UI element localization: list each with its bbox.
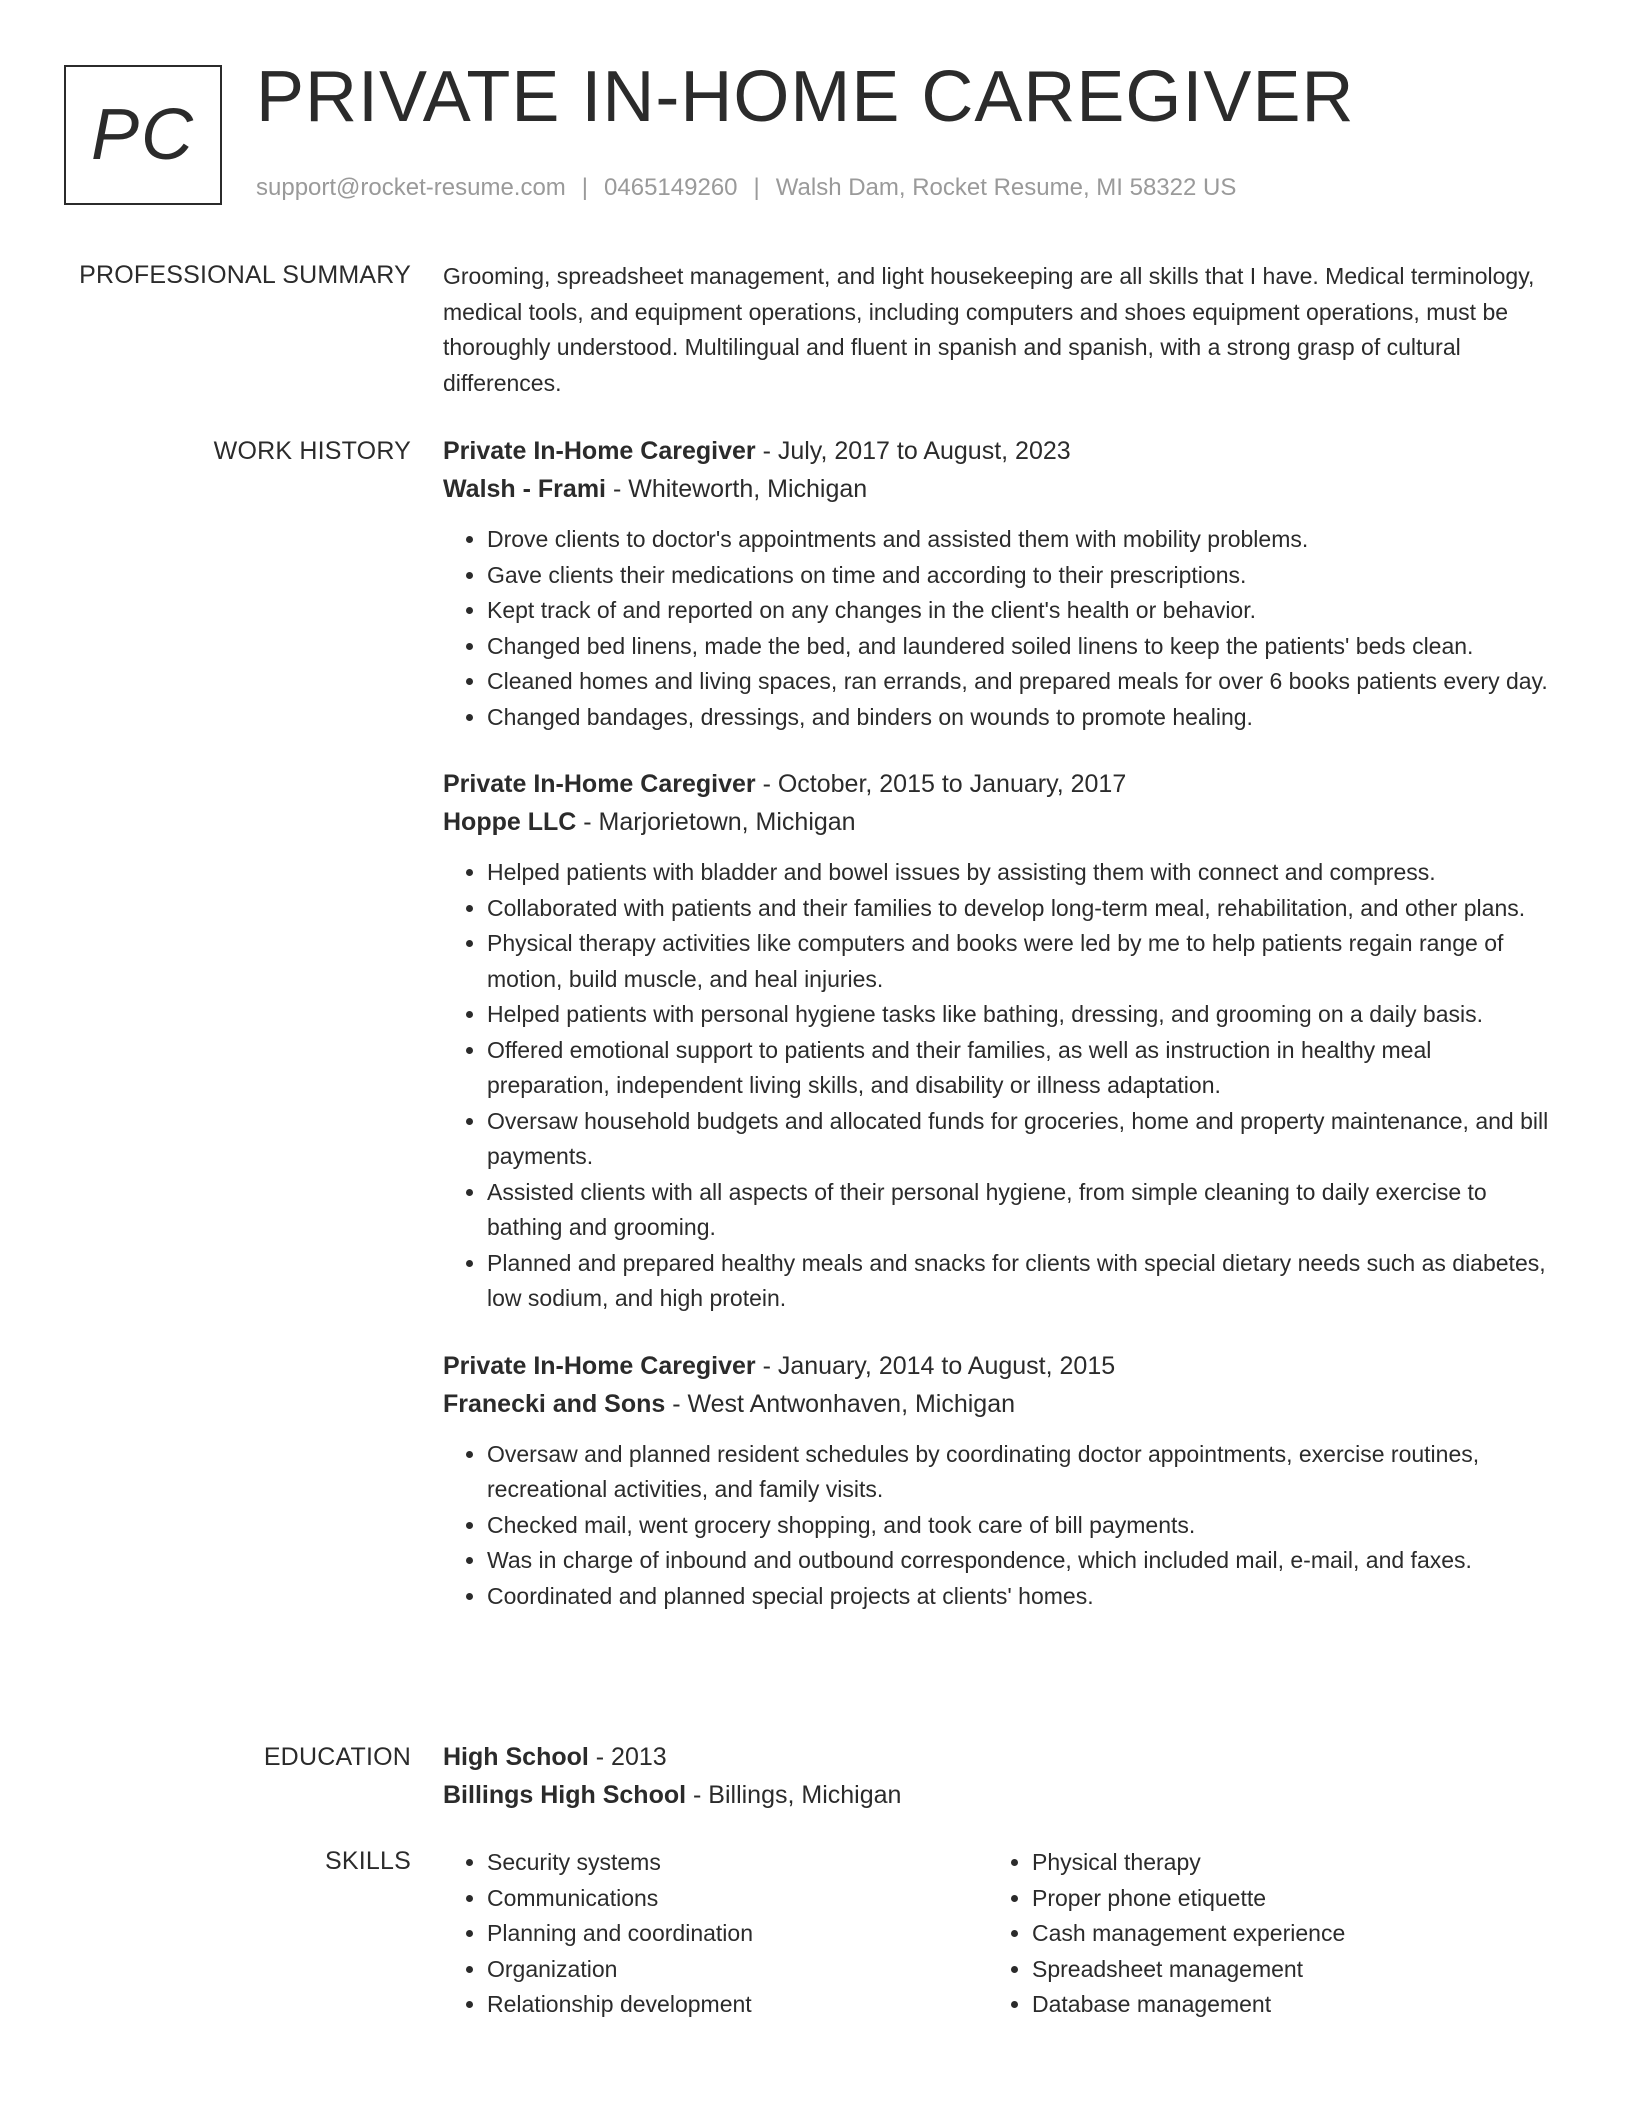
job-role: Private In-Home Caregiver <box>443 770 756 798</box>
education-degree-line <box>443 1738 1553 1776</box>
job-duty-item: • Kept track of and reported on any changes in the client's health or behavior. <box>487 593 1553 629</box>
job-location: - West Antwonhaven, Michigan <box>665 1389 1016 1418</box>
education-location: - Billings, Michigan <box>686 1781 902 1809</box>
job-duty-item: • Oversaw household budgets and allocated funds for groceries, home and property maintenance, and bill payments. <box>487 1104 1553 1175</box>
job-duty-item: • Checked mail, went grocery shopping, and took care of bill payments. <box>487 1508 1553 1544</box>
job-duty-item: • Cleaned homes and living spaces, ran errands, and prepared meals for over 6 books patients every day. <box>487 664 1553 700</box>
skills-column-left <box>443 1845 988 2023</box>
job-duties <box>443 1437 1553 1615</box>
job-company-line <box>443 803 1553 841</box>
contact-email: support@rocket-resume.com <box>256 174 566 201</box>
job-duties <box>443 855 1553 1317</box>
job-duty-item: • Offered emotional support to patients and their families, as well as instruction in healthy meal preparation, independent living skills, and disability or illness adaptation. <box>487 1033 1553 1104</box>
summary-heading: PROFESSIONAL SUMMARY <box>79 261 411 289</box>
skill-item: • Organization <box>487 1952 988 1988</box>
skill-item: • Security systems <box>487 1845 988 1881</box>
job-dates: - July, 2017 to August, 2023 <box>755 437 1071 465</box>
skill-item: • Relationship development <box>487 1987 988 2023</box>
job-duty-item: • Coordinated and planned special projects at clients' homes. <box>487 1579 1553 1615</box>
job-dates: - January, 2014 to August, 2015 <box>755 1351 1116 1380</box>
job-dates: - October, 2015 to January, 2017 <box>755 770 1127 798</box>
job-company-line <box>443 1385 1553 1423</box>
education-school-line <box>443 1776 1553 1814</box>
skill-item: • Physical therapy <box>1032 1845 1533 1881</box>
skills-column-right <box>988 1845 1533 2023</box>
education-year: - 2013 <box>588 1743 667 1771</box>
job-title-line <box>443 1347 1553 1385</box>
job-entry <box>443 765 1553 1317</box>
education-heading: EDUCATION <box>263 1743 411 1771</box>
job-duty-item: • Changed bed linens, made the bed, and laundered soiled linens to keep the patients' beds clean. <box>487 629 1553 665</box>
job-entry <box>443 432 1553 735</box>
work-history-list <box>443 432 1553 1644</box>
job-role: Private In-Home Caregiver <box>443 1351 756 1380</box>
summary-text: Grooming, spreadsheet management, and light housekeeping are all skills that I have. Medical terminology, medical tools, and equipment operations, including computers and shoes equipment operations, must be thoroughly understood. Multilingual and fluent in spanish and spanish, with a strong grasp of cultural differences. <box>443 263 1535 396</box>
job-duty-item: • Helped patients with personal hygiene tasks like bathing, dressing, and grooming on a daily basis. <box>487 997 1553 1033</box>
page-title: PRIVATE IN-HOME CAREGIVER <box>256 57 1355 137</box>
job-duty-item: • Helped patients with bladder and bowel issues by assisting them with connect and compress. <box>487 855 1553 891</box>
job-title-line <box>443 765 1553 803</box>
skills-list <box>443 1845 1553 2023</box>
education-entry <box>443 1738 1553 1814</box>
job-duty-item: • Physical therapy activities like computers and books were led by me to help patients regain range of motion, build muscle, and heal injuries. <box>487 926 1553 997</box>
job-duty-item: • Gave clients their medications on time and according to their prescriptions. <box>487 558 1553 594</box>
job-duty-item: • Oversaw and planned resident schedules by coordinating doctor appointments, exercise routines, recreational activities, and family visits. <box>487 1437 1553 1508</box>
skill-item: • Proper phone etiquette <box>1032 1881 1533 1917</box>
job-duty-item: • Changed bandages, dressings, and binders on wounds to promote healing. <box>487 700 1553 736</box>
contact-separator: | <box>581 174 589 201</box>
job-duty-item: • Planned and prepared healthy meals and snacks for clients with special dietary needs such as diabetes, low sodium, and high protein. <box>487 1246 1553 1317</box>
skill-item: • Spreadsheet management <box>1032 1952 1533 1988</box>
contact-separator: | <box>753 174 760 201</box>
skill-item: • Planning and coordination <box>487 1916 988 1952</box>
job-company: Walsh - Frami <box>443 475 606 503</box>
education-degree: High School <box>443 1743 589 1771</box>
job-entry <box>443 1347 1553 1615</box>
job-company-line <box>443 470 1553 508</box>
contact-phone: 0465149260 <box>604 174 738 201</box>
education-school: Billings High School <box>443 1781 687 1809</box>
skill-item: • Cash management experience <box>1032 1916 1533 1952</box>
skill-item: • Database management <box>1032 1987 1533 2023</box>
job-duty-item: • Collaborated with patients and their families to develop long-term meal, rehabilitation, and other plans. <box>487 891 1553 927</box>
skill-item: • Communications <box>487 1881 988 1917</box>
job-title-line <box>443 432 1553 470</box>
monogram-logo: PC <box>64 65 222 205</box>
skills-heading: SKILLS <box>325 1847 411 1875</box>
contact-address: Walsh Dam, Rocket Resume, MI 58322 US <box>775 174 1237 201</box>
job-duty-item: • Assisted clients with all aspects of their personal hygiene, from simple cleaning to daily exercise to bathing and grooming. <box>487 1175 1553 1246</box>
job-company: Franecki and Sons <box>443 1389 666 1418</box>
job-duty-item: • Drove clients to doctor's appointments and assisted them with mobility problems. <box>487 522 1553 558</box>
job-duty-item: • Was in charge of inbound and outbound correspondence, which included mail, e-mail, and faxes. <box>487 1543 1553 1579</box>
work-history-heading: WORK HISTORY <box>213 437 411 465</box>
job-company: Hoppe LLC <box>443 808 577 836</box>
contact-line <box>256 174 1236 202</box>
job-location: - Marjorietown, Michigan <box>576 808 856 836</box>
job-duties <box>443 522 1553 735</box>
job-role: Private In-Home Caregiver <box>443 437 756 465</box>
job-location: - Whiteworth, Michigan <box>606 475 868 503</box>
